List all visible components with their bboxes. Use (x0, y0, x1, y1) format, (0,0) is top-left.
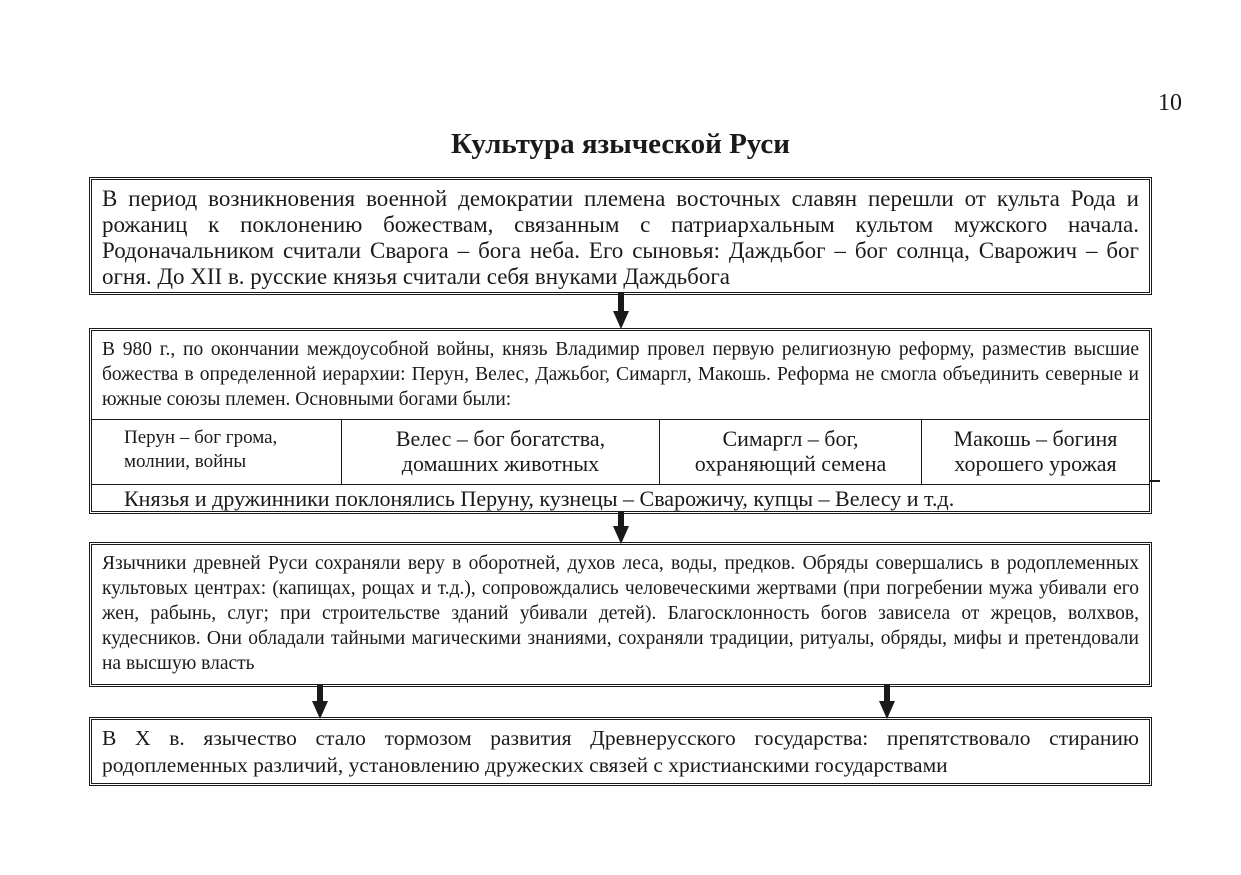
worship-footer: Князья и дружинники поклонялись Перуну, кузнецы – Сварожичу, купцы – Велесу и т.д. (124, 486, 955, 511)
god-cell-line: молнии, войны (124, 451, 247, 472)
box-military-democracy-text: В период возникновения военной демократии племена восточных славян перешли от культа Рода и рожаниц к поклонению божествам, связанным с патриархальным культом мужского начала. Родоначальником считали Сварога – бога неба. Его сыновья: Даждьбог – бог солнца, Сварожич – бог огня. До XII в. русские князья считали себя внуками Даждьбога (102, 186, 1139, 289)
god-cell-line: Симаргл – бог, (722, 426, 859, 451)
arrow-down-icon (611, 512, 631, 544)
arrow-down-icon (310, 685, 330, 719)
box-vladimir-reform-intro: В 980 г., по окончании междоусобной войны, князь Владимир провел первую религиозную реформу, разместив высшие божества в определенной иерархии: Перун, Велес, Дажьбог, Симаргл, Макошь. Реформа не смогла объединить северные и южные союзы племен. Основными богами были: (102, 339, 1139, 410)
god-cell-line: Перун – бог грома, (124, 427, 278, 448)
page-number: 10 (1158, 90, 1182, 116)
arrow-down-icon (877, 685, 897, 719)
god-cell-perun (92, 420, 342, 484)
god-cell-line: хорошего урожая (954, 451, 1117, 476)
box-pagan-beliefs (89, 542, 1152, 687)
page-title: Культура языческой Руси (451, 128, 790, 160)
divider (1150, 480, 1160, 482)
box-paganism-obstacle-text: В X в. язычество стало тормозом развития Древнерусского государства: препятствовало стиранию родоплеменных различий, установлению дружеских связей с христианскими государствами (102, 726, 1139, 777)
god-cell-line: домашних животных (401, 451, 600, 476)
gods-table (92, 419, 1149, 485)
god-cell-makosh (922, 420, 1149, 484)
box-military-democracy (89, 177, 1152, 295)
box-vladimir-reform (89, 328, 1152, 514)
arrow-down-icon (611, 293, 631, 329)
box-paganism-obstacle (89, 717, 1152, 786)
god-cell-line: охраняющий семена (694, 451, 887, 476)
god-cell-line: Велес – бог богатства, (395, 426, 606, 451)
god-cell-veles (342, 420, 660, 484)
god-cell-simargl (660, 420, 922, 484)
god-cell-line: Макошь – богиня (953, 426, 1118, 451)
box-pagan-beliefs-text: Язычники древней Руси сохраняли веру в оборотней, духов леса, воды, предков. Обряды совершались в родоплеменных культовых центрах: (капищах, рощах и т.д.), сопровождались человеческими жертвами (при погребении мужа убивали его жен, рабынь, слуг; при строительстве зданий убивали детей). Благосклонность богов зависела от жрецов, волхвов, кудесников. Они обладали тайными магическими знаниями, сохраняли традиции, ритуалы, обряды, мифы и претендовали на высшую власть (102, 553, 1139, 674)
